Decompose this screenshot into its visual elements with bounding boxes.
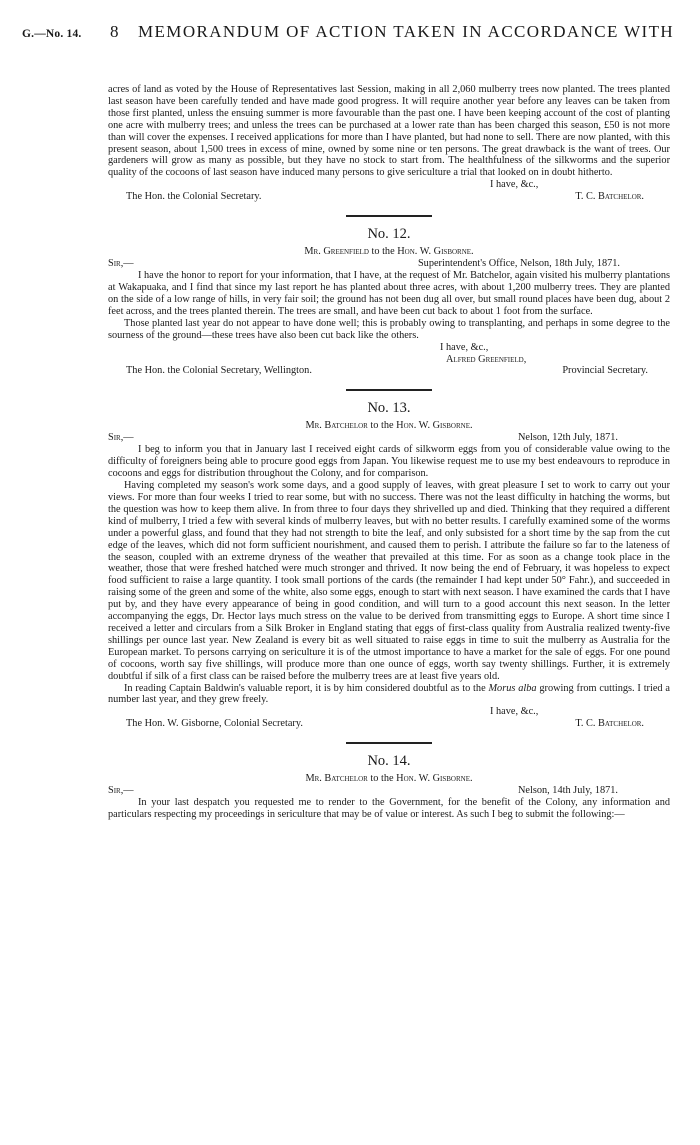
letter-signature-line	[108, 718, 670, 730]
letter-paragraph: In your last despatch you requested me to render to the Government, for the benefit of the Colony, any information and particulars respecting my proceedings in sericulture that may be of value or interest. As such I beg to submit the following:—	[108, 797, 670, 821]
letter-text: growing from cuttings. I tried a number last year, and they grew freely.	[108, 682, 670, 706]
salutation-line	[108, 432, 670, 444]
letter-to-word: to the	[370, 420, 394, 432]
letter-addressee: The Hon. the Colonial Secretary, Wellington.	[126, 365, 312, 377]
section-divider	[346, 742, 432, 744]
letter-paragraph: I have the honor to report for your information, that I have, at the request of Mr. Batchelor, again visited his mulberry plantations at Wakapuaka, and I find that since my last report he has planted about three acres, with about 1,200 mulberry trees. They are planted on the side of a low range of hills, in very fair soil; the ground has not been dug all over, but small round places have been dug, about 2 feet across, and the trees planted therein. The trees are small, and have been cut back to about 1 foot from the surface.	[108, 270, 670, 317]
salutation: Sir,—	[108, 785, 134, 797]
letter-from: Mr. Batchelor	[305, 420, 368, 432]
letter-closing: I have, &c.,	[440, 341, 489, 353]
letter-number: No. 14.	[367, 753, 411, 770]
paper-reference: G.—No. 14.	[22, 28, 82, 40]
letter-paragraph: I beg to inform you that in January last I received eight cards of silkworm eggs from you of considerable value owing to the difficulty of foreigners being able to procure good eggs from Japan. You likewise request me to use my best endeavours to reproduce in cocoons and eggs for distribution throughout the Colony, and for comparison.	[108, 444, 670, 480]
letter-place-date: Nelson, 14th July, 1871.	[517, 785, 618, 797]
letter-from-to	[108, 773, 670, 785]
letter-from-to	[108, 420, 670, 432]
letter-place-date: Superintendent's Office, Nelson, 18th July, 1871.	[417, 258, 620, 270]
letter-paragraph: Having completed my season's work some days, and a good supply of leaves, with great pleasure I set to work to carry out your views. For more than four weeks I tried to rear some, but with no success. There was not the least difficulty in hatching the worms, but the question was how to keep them alive. In from three to four days they shrivelled up and died. Thinking that they required a different kind of mulberry, I tried a few with several kinds of mulberry leaves, but with no better results. I carefully examined some of the worms under a powerful glass, and found that they had not strength to bite the leaf, and only subsisted for a short time by the sap from the cut edge of the leaves, which did not form sufficient nourishment, and caused them to perish. I attribute the failure so far to the lateness of the season, coupled with an extreme dryness of the weather that prevailed at this time. For as soon as a change took place in the weather, those that were freshed hatched were much stronger and thrived. It now being the end of February, it was hopeless to expect food sufficient to raise a large quantity. I took small portions of the cards (the remainder I had kept under 50° Fahr.), and succeeded in raising some of the green and some of the white, also some eggs, enough to start with next season. I have examined the cards that I have put by, and they have every appearance of being in good condition, and will turn to a good account this next season. In the letter accompanying the eggs, Dr. Hector lays much stress on the value to be derived from transmitting eggs to Europe. A short time since I received a letter and circulars from a Silk Broker in England stating that eggs of first-class quality from Australia realized twenty-five shillings per ounce last year. New Zealand is every bit as well situated to raise eggs in time to suit the mulberry as Australia for the European market. To persons carrying on sericulture it is of the utmost importance to have a market for the sale of eggs. For one pound of cocoons, worth say five shillings, will produce more than one ounce of eggs, worth say twenty shillings. Further, it is extremely doubtful if silk of a first class can be raised before the mulberry trees are at least five years old.	[108, 480, 670, 682]
salutation: Sir,—	[108, 432, 134, 444]
section-divider	[346, 389, 432, 391]
letter-number: No. 12.	[367, 226, 411, 243]
intro-closing: I have, &c.,	[490, 179, 539, 191]
intro-signature-line	[108, 191, 670, 203]
letter-number: No. 13.	[367, 400, 411, 417]
page-number: 8	[110, 22, 119, 41]
section-divider	[346, 215, 432, 217]
letter-signature: Alfred Greenfield,	[446, 353, 527, 365]
letter-italic-text: Morus alba	[488, 682, 537, 694]
document-body	[108, 84, 670, 821]
salutation-line	[108, 785, 670, 797]
letter-from-to	[108, 246, 670, 258]
intro-signature: T. C. Batchelor.	[575, 191, 644, 203]
salutation: Sir,—	[108, 258, 134, 270]
intro-addressee: The Hon. the Colonial Secretary.	[126, 191, 262, 203]
letter-to-word: to the	[371, 246, 395, 258]
intro-paragraph: acres of land as voted by the House of Representatives last Session, making in all 2,060 mulberry trees now planted. The trees planted last season have been carefully tended and have made good progress. It will require another year before any leaves can be taken from those first planted, unless the ensuing summer is more favourable than the past one. I have been keeping account of the cost of planting one acre with mulberry trees; and unless the trees can be purchased at a lower rate than has been charged this season, £50 is not more than will cover the expenses. I received applications for more than I have planted, but had none to sell. There are now planted, with this present season, about 1,500 trees in excess of mine, owned by some nine or ten persons. The great drawback is the want of trees. Our gardeners will grow as many as possible, but they have no stock to start from. The healthfulness of the silkworms and the superior quality of the cocoons of last season have induced many persons to give sericulture a trial that looked on in doubt hitherto.	[108, 84, 670, 179]
letter-paragraph: Those planted last year do not appear to have done well; this is probably owing to transplanting, and perhaps in some degree to the sourness of the ground—these trees have also been cut back like the others.	[108, 317, 670, 341]
letter-addressee: The Hon. W. Gisborne, Colonial Secretary.	[126, 718, 303, 730]
running-title: MEMORANDUM OF ACTION TAKEN IN ACCORDANCE WITH	[138, 22, 675, 41]
letter-to: Hon. W. Gisborne.	[396, 773, 473, 785]
letter-place-date: Nelson, 12th July, 1871.	[517, 432, 618, 444]
letter-closing: I have, &c.,	[490, 706, 539, 718]
letter-to-word: to the	[370, 773, 394, 785]
signature-title: Provincial Secretary.	[562, 365, 648, 377]
letter-text: In reading Captain Baldwin's valuable report, it is by him considered doubtful as to the	[124, 682, 486, 694]
letter-signature-line	[108, 365, 670, 377]
letter-from: Mr. Batchelor	[305, 773, 368, 785]
page-header	[22, 22, 680, 50]
letter-signature: T. C. Batchelor.	[575, 718, 644, 730]
letter-from: Mr. Greenfield	[304, 246, 369, 258]
letter-to: Hon. W. Gisborne.	[397, 246, 474, 258]
salutation-line	[108, 258, 670, 270]
letter-to: Hon. W. Gisborne.	[396, 420, 473, 432]
letter-paragraph	[108, 683, 670, 707]
